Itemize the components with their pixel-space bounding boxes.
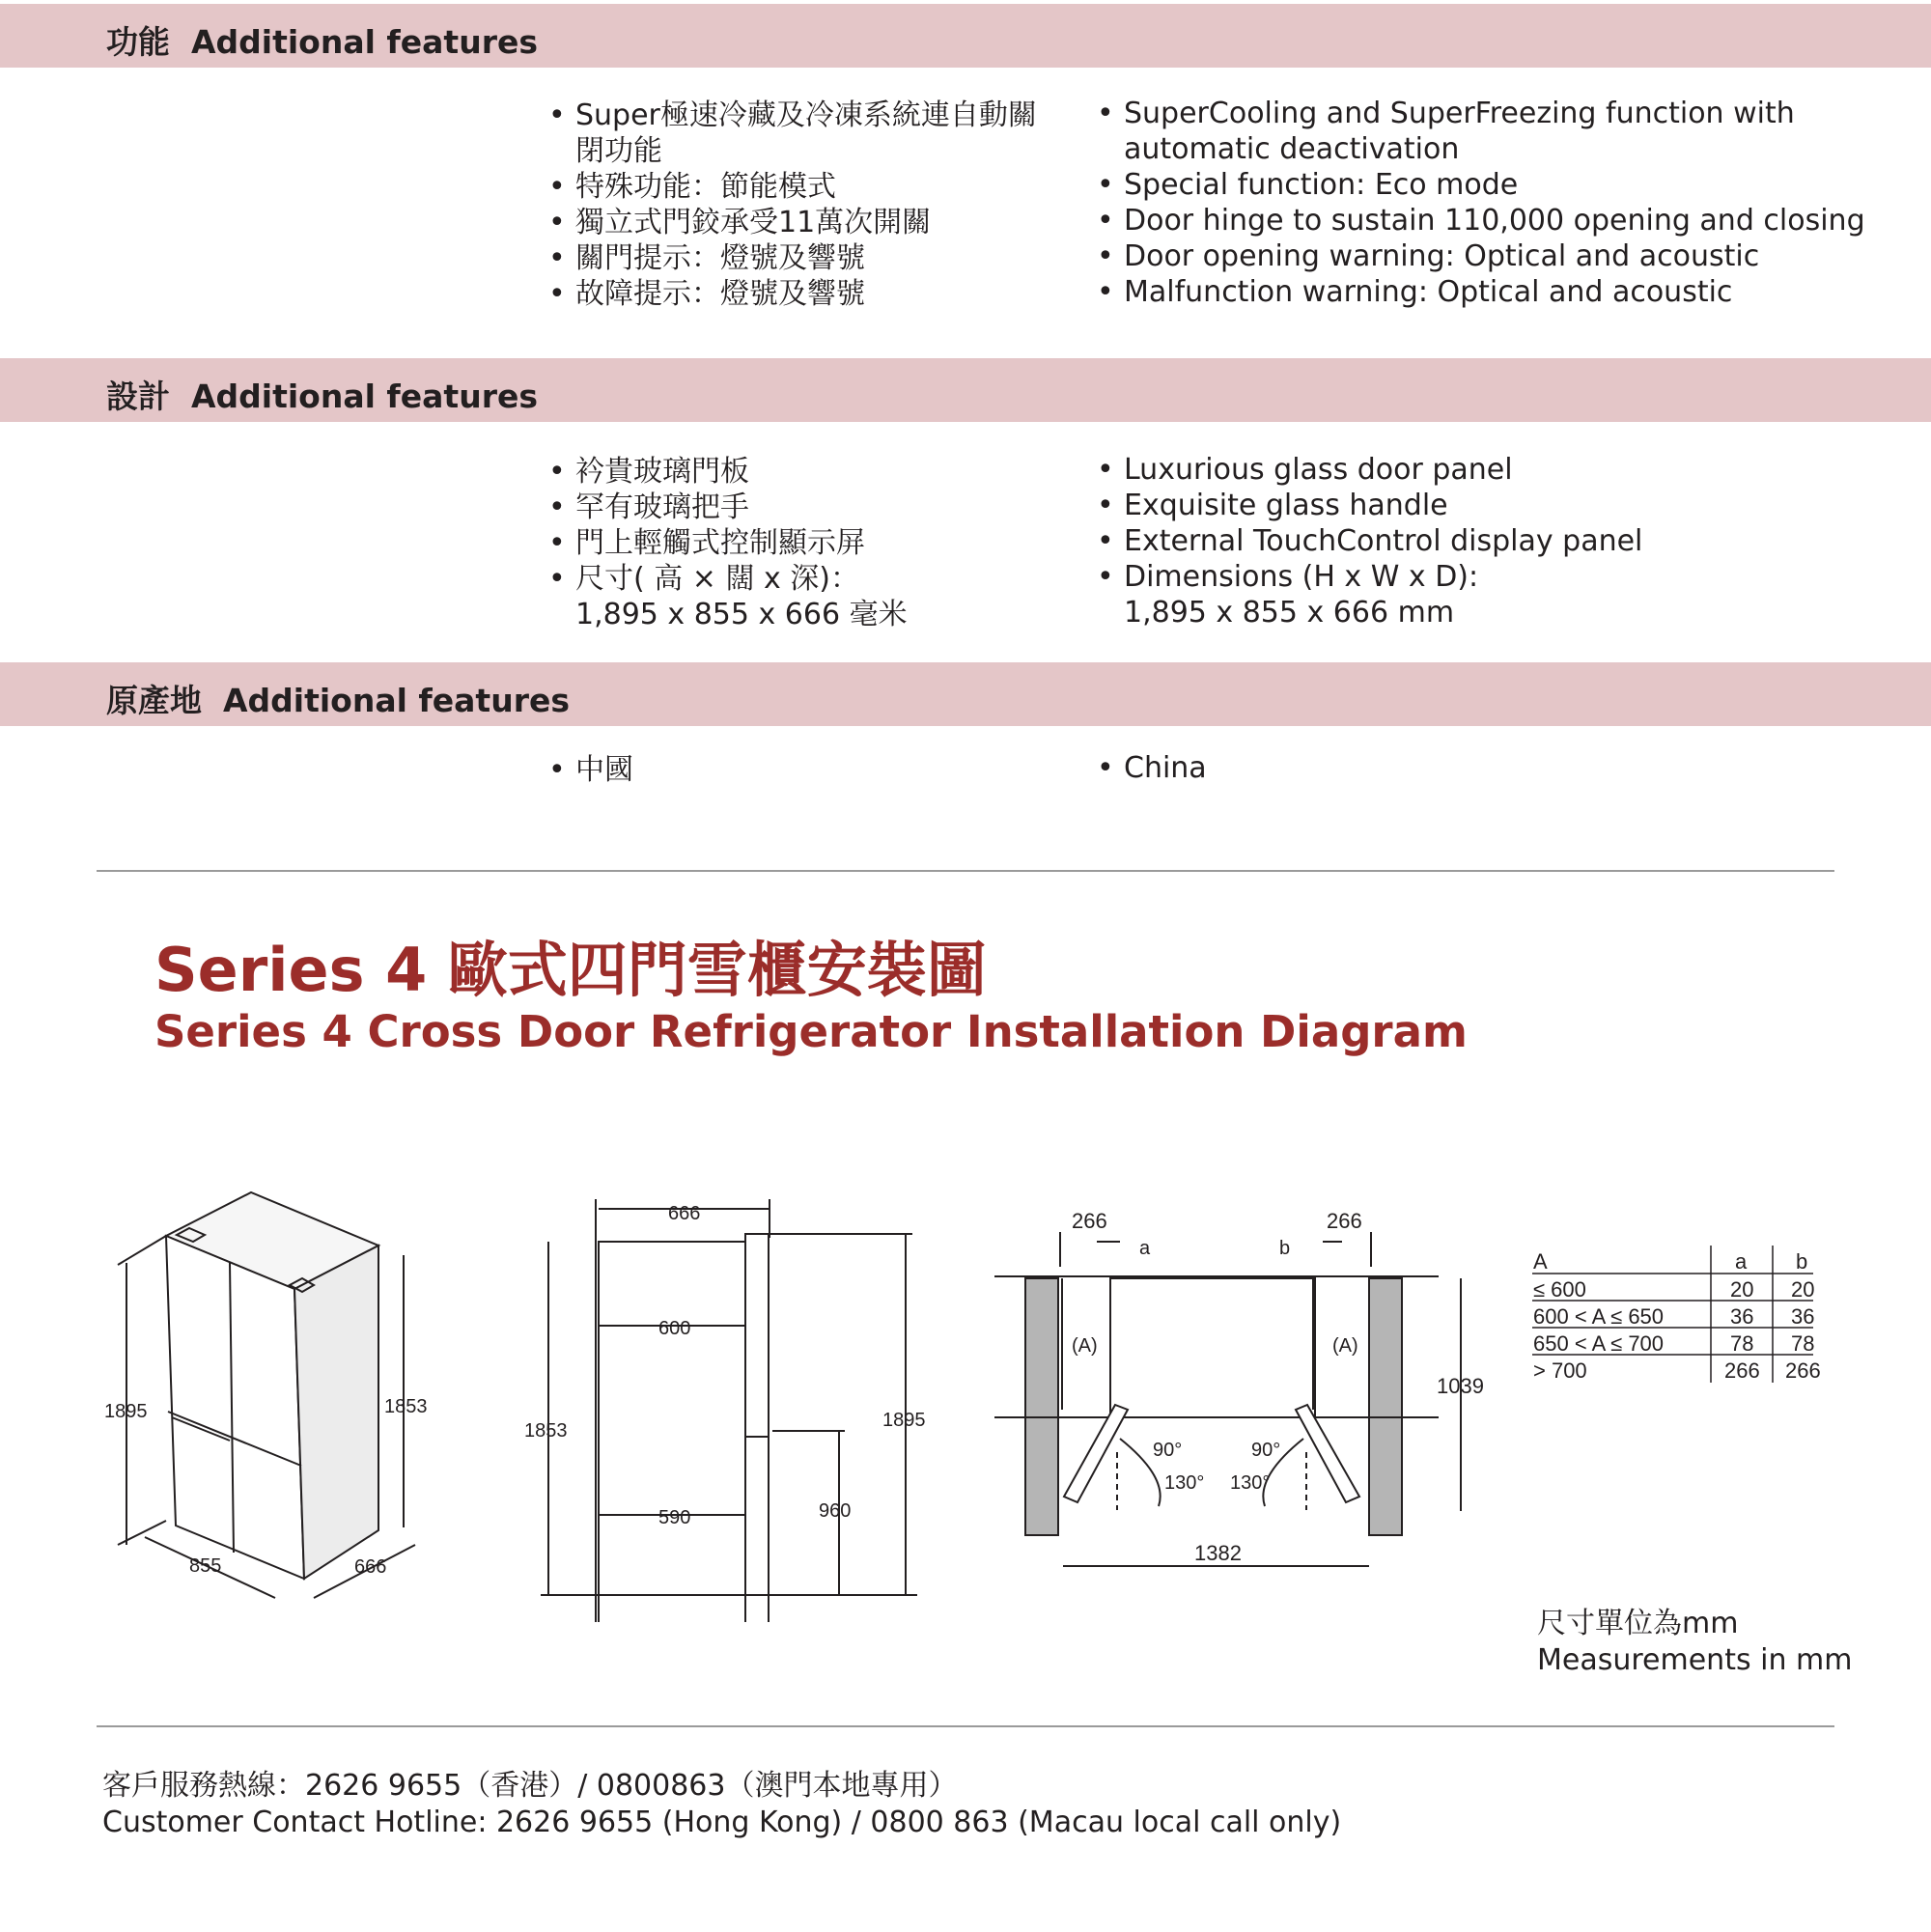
dim-label: 1895 — [104, 1401, 148, 1422]
section-title-zh: 原產地 — [106, 682, 202, 719]
measurement-note-zh: 尺寸單位為mm — [1537, 1607, 1739, 1640]
list-item: • Exquisite glass handle — [1097, 488, 1642, 523]
design-list-zh — [548, 454, 908, 632]
table-cell: 650 < A ≤ 700 — [1533, 1331, 1665, 1356]
table-cell: 36 — [1791, 1304, 1815, 1329]
list-item: • China — [1097, 750, 1207, 786]
list-item: • 故障提示：燈號及響號 — [548, 276, 1037, 312]
feature-list-zh — [548, 98, 1037, 312]
dim-label: 1039 — [1437, 1374, 1484, 1398]
dim-label: a — [1139, 1238, 1151, 1259]
table-cell: 266 — [1785, 1358, 1821, 1383]
measurement-note — [1537, 1606, 1852, 1679]
dim-label: 1853 — [524, 1420, 568, 1442]
section-title-zh: 功能 — [106, 23, 170, 61]
dim-label: 1853 — [384, 1396, 428, 1417]
section-title — [106, 372, 538, 417]
table-cell: 78 — [1730, 1331, 1754, 1356]
list-item-continuation: 閉功能 — [575, 134, 662, 168]
table-header: a — [1735, 1249, 1748, 1274]
list-item: • External TouchControl display panel — [1097, 523, 1642, 559]
list-item: • 關門提示：燈號及響號 — [548, 240, 1037, 276]
list-item-continuation: 1,895 x 855 x 666 mm — [1124, 596, 1455, 630]
list-item: • 特殊功能：節能模式 — [548, 169, 1037, 205]
table-cell: > 700 — [1533, 1358, 1587, 1383]
list-item-continuation: 1,895 x 855 x 666 毫米 — [575, 598, 908, 631]
section-title-en: Additional features — [191, 378, 538, 415]
hotline-en: Customer Contact Hotline: 2626 9655 (Hong Kong) / 0800 863 (Macau local call only) — [102, 1806, 1342, 1839]
dim-label: 266 — [1327, 1209, 1362, 1233]
section-band-design — [0, 358, 1931, 422]
table-cell: 600 < A ≤ 650 — [1533, 1304, 1665, 1329]
list-item: • 衿貴玻璃門板 — [548, 454, 908, 490]
list-item: • Special function: Eco mode — [1097, 167, 1865, 203]
dim-label: 130° — [1230, 1472, 1271, 1494]
dim-label: b — [1279, 1238, 1291, 1259]
table-cell: 266 — [1724, 1358, 1760, 1383]
design-list-en — [1097, 452, 1642, 630]
dim-label: 1382 — [1194, 1541, 1242, 1565]
isometric-view — [118, 1192, 415, 1598]
list-item: • 獨立式門鉸承受11萬次開關 — [548, 205, 1037, 240]
list-item: • 尺寸( 高 × 闊 x 深)： — [548, 561, 908, 597]
dim-label: 266 — [1072, 1209, 1107, 1233]
divider-bottom — [97, 1725, 1834, 1727]
dim-label: 90° — [1153, 1440, 1183, 1461]
table-cell: 20 — [1730, 1277, 1754, 1302]
diagram-title-zh: Series 4 歐式四門雪櫃安裝圖 — [154, 935, 987, 1005]
dim-label: 1895 — [882, 1410, 926, 1431]
table-header: b — [1796, 1249, 1808, 1274]
list-item: • Malfunction warning: Optical and acoustic — [1097, 274, 1865, 310]
hotline-zh: 客戶服務熱線：2626 9655（香港）/ 0800863（澳門本地專用） — [102, 1769, 958, 1803]
dim-label: 600 — [658, 1318, 691, 1339]
measurement-note-en: Measurements in mm — [1537, 1643, 1853, 1677]
dim-label: 960 — [819, 1500, 852, 1522]
section-title-zh: 設計 — [106, 378, 170, 415]
table-cell: 36 — [1730, 1304, 1754, 1329]
dim-label: (A) — [1072, 1335, 1098, 1357]
list-item: • SuperCooling and SuperFreezing function with — [1097, 96, 1865, 131]
installation-diagram — [0, 1159, 1931, 1622]
list-item: • Door opening warning: Optical and acoustic — [1097, 238, 1865, 274]
origin-list-zh — [548, 752, 633, 788]
dim-label: 855 — [189, 1555, 222, 1577]
diagram-title-en: Series 4 Cross Door Refrigerator Installation Diagram — [154, 1006, 1468, 1057]
dim-label: 90° — [1251, 1440, 1281, 1461]
hotline — [102, 1768, 1341, 1841]
dim-label: 590 — [658, 1507, 691, 1528]
origin-list-en — [1097, 750, 1207, 786]
section-title — [106, 676, 570, 721]
section-title-en: Additional features — [191, 23, 538, 61]
table-cell: ≤ 600 — [1533, 1277, 1586, 1302]
section-title-en: Additional features — [223, 682, 570, 719]
feature-list-en — [1097, 96, 1865, 310]
list-item-continuation: automatic deactivation — [1124, 132, 1460, 166]
list-item: • Super極速冷藏及冷凍系統連自動關 — [548, 98, 1037, 133]
list-item: • Dimensions (H x W x D): — [1097, 559, 1642, 595]
list-item: • Luxurious glass door panel — [1097, 452, 1642, 488]
side-view — [541, 1199, 917, 1622]
table-cell: 20 — [1791, 1277, 1815, 1302]
dim-label: (A) — [1332, 1335, 1358, 1357]
top-view — [994, 1232, 1461, 1566]
list-item: • 中國 — [548, 752, 633, 788]
divider-top — [97, 870, 1834, 872]
section-band-features — [0, 4, 1931, 68]
dim-label: 666 — [354, 1556, 387, 1578]
table-header: A — [1533, 1249, 1548, 1274]
dim-label: 666 — [668, 1203, 701, 1224]
dim-label: 130° — [1164, 1472, 1205, 1494]
list-item: • 罕有玻璃把手 — [548, 490, 908, 525]
list-item: • Door hinge to sustain 110,000 opening and closing — [1097, 203, 1865, 238]
section-band-origin — [0, 662, 1931, 726]
list-item: • 門上輕觸式控制顯示屏 — [548, 525, 908, 561]
table-cell: 78 — [1791, 1331, 1815, 1356]
section-title — [106, 17, 538, 63]
